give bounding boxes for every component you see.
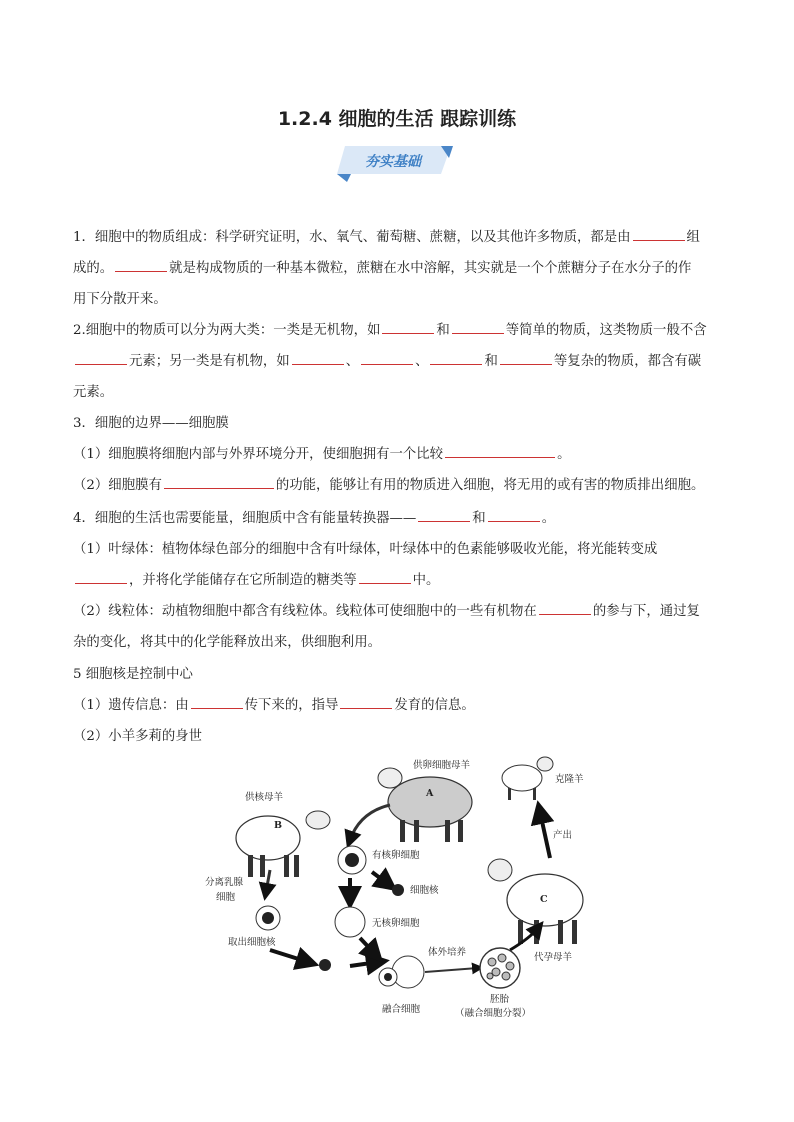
arrow-born [540,812,550,858]
badge-text: 夯实基础 [365,154,421,170]
mammary-label-1: 分离乳腺 [205,877,244,888]
extract-nucleus-label: 取出细胞核 [228,937,276,948]
nucleated-egg-icon [338,846,366,874]
dolly-cloning-diagram [200,750,620,1040]
question-2: 2.细胞中的物质可以分为两大类：一类是无机物，如 和 等简单的物质，这类物质一般不含 元素；另一类是有机物，如 、 、 和 等复杂的物质，都含有碳 元素。 [73,315,725,408]
blank[interactable] [75,350,127,365]
blank[interactable] [164,474,274,489]
blank[interactable] [445,443,555,458]
embryo-icon [480,948,520,988]
mammary-cell-icon [256,906,280,930]
blank[interactable] [488,507,540,522]
blank[interactable] [361,350,413,365]
sheep-c-letter: C [540,894,548,905]
enucleated-egg-label: 无核卵细胞 [372,918,420,929]
born-label: 产出 [553,830,573,841]
enucleated-egg-icon [335,907,365,937]
sheep-b-icon [236,811,330,877]
blank[interactable] [430,350,482,365]
blank[interactable] [191,694,243,709]
question-5: 5 细胞核是控制中心 （1）遗传信息：由 传下来的，指导 发育的信息。 （2）小羊多莉的身世 [73,667,475,744]
blank[interactable] [500,350,552,365]
mammary-label-2: 细胞 [216,892,236,903]
question-1: 1．细胞中的物质组成：科学研究证明，水、氧气、葡萄糖、蔗糖，以及其他许多物质，都是由 组 成的。 就是构成物质的一种基本微粒，蔗糖在水中溶解，其实就是一个个蔗糖分子在水分子的作 用下分散开来。 [73,222,725,315]
question-3: 3．细胞的边界——细胞膜 （1）细胞膜将细胞内部与外界环境分开，使细胞拥有一个比较 。 （2）细胞膜有 的功能，能够让有用的物质进入细胞，将无用的或有害的物质排出细胞。 [73,416,705,493]
isolated-nucleus-icon [319,959,331,971]
nucleus-icon [392,884,404,896]
sheep-a-icon [378,768,472,842]
cloned-lamb-icon [502,757,553,800]
blank[interactable] [75,569,127,584]
blank[interactable] [292,350,344,365]
blank[interactable] [382,319,434,334]
blank[interactable] [340,694,392,709]
question-4: 4．细胞的生活也需要能量，细胞质中含有能量转换器—— 和 。 （1）叶绿体：植物体绿色部分的细胞中含有叶绿体，叶绿体中的色素能够吸收光能，将光能转变成 ，并将化学能储存在它所制造的糖类等 中。 （2）线粒体：动植物细胞中都含有线粒体。线粒体可使细胞中的一些有机物在 的参与下，通过复 杂的变化，将其中的化学能释放出来，供细胞利用。 [73,503,725,658]
blank[interactable] [539,600,591,615]
blank[interactable] [452,319,504,334]
blank[interactable] [115,257,167,272]
nucleated-egg-label: 有核卵细胞 [372,850,420,861]
nucleus-label: 细胞核 [410,885,439,896]
section-badge [337,144,453,184]
page-title: 1.2.4 细胞的生活 跟踪训练 [277,108,517,130]
blank[interactable] [418,507,470,522]
blank[interactable] [359,569,411,584]
sheep-b-letter: B [274,820,283,831]
surrogate-label: 代孕母羊 [534,952,573,963]
sheep-a-label: 供卵细胞母羊 [413,760,471,771]
culture-label: 体外培养 [428,947,467,958]
fused-cell-label: 融合细胞 [382,1004,421,1015]
cloned-label: 克隆羊 [555,774,584,785]
fused-cell-icon [379,956,424,988]
sheep-a-letter: A [426,788,434,799]
embryo-label-2: （融合细胞分裂） [455,1008,532,1019]
blank[interactable] [633,226,685,241]
sheep-b-label: 供核母羊 [245,792,284,803]
embryo-label-1: 胚胎 [490,994,510,1005]
